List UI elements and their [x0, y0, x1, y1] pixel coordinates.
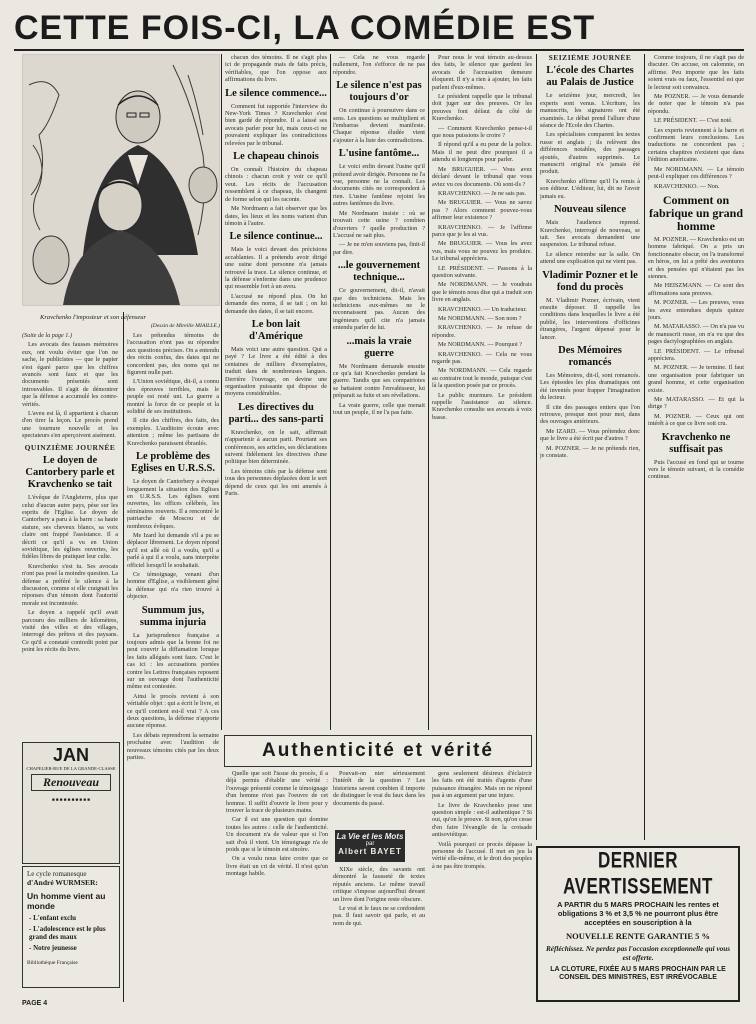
title-silence-commence: Le silence commence...: [225, 87, 327, 99]
wurmser-book1: - L'enfant exclu: [29, 914, 77, 922]
article-text: KRAVCHENKO. — Non.: [654, 182, 720, 190]
illustration-caption: Kravchenko l'imposteur et son défenseur: [40, 314, 147, 321]
article-text: M. POZNER. — Je termine. Il faut une organisation pour fabriquer un grand homme, et cette organisation existe.: [648, 364, 744, 394]
article-text: — Je ne m'en souviens pas, finit-il par dire.: [333, 241, 425, 256]
jan-brand: Renouveau: [31, 774, 111, 791]
authenticite-col-1: [226, 770, 328, 1000]
article-text: Me BRUGUIER. — Vous avez déclaré devant le tribunal que vous aviez vu ces documents. Où sont-ils ?: [432, 165, 532, 188]
kicker-seizieme: SEIZIÈME JOURNÉE: [548, 54, 632, 62]
illustration-credit: (Dessin de Mireille MIAILLE.): [150, 323, 220, 329]
title-doyen: Le doyen de Cantorbery parle et Kravchenko se tait: [25, 455, 115, 491]
title-pozner: Vladimir Pozner et le fond du procès: [542, 269, 638, 293]
article-text: Kravchenko s'est tu. Ses avocats n'ont pas posé la moindre question. La défense a préféré le silence à la discussion, comme si elle craignait les réponses d'un témoin dont l'autorité morale est incontestée.: [22, 562, 118, 607]
column-rule: [123, 312, 124, 1002]
article-text: M. POZNER. — Kravchenko est un homme fabriqué. On a pris un fonctionnaire obscur, on l'a transformé en héros, on lui a prêté des aventures et des pensées qui n'étaient pas les siennes.: [648, 235, 744, 280]
vie-mots-author: Albert BAYET: [338, 847, 402, 856]
section-authenticite: Authenticité et vérité: [224, 735, 532, 767]
article-text: Me BRUGUIER. — Vous les avez vus, mais vous ne pouvez les produire. Le tribunal appréciera.: [432, 240, 532, 263]
article-text: La jurisprudence française a toujours admis que la bonne foi ne peut couvrir la diffamation lorsque les faits allégués sont faux. C'est le cas ici : les accusations portées contre les Lettres françaises reposent sur un ouvrage dont l'authenticité même est contestée.: [127, 631, 219, 691]
article-text: — Cela ne vous regarde nullement, l'on s'efforce de ne pas répondre.: [333, 54, 425, 76]
title-silence-or: Le silence n'est pas toujours d'or: [336, 80, 422, 104]
article-text: Le public murmure. Le président rappelle l'assistance au silence. Kravchenko consulte ses avocats à voix basse.: [432, 391, 532, 421]
article-text: On a voulu nous faire croire que ce livre était un cri de vérité. Il n'est qu'un montage habile.: [226, 855, 328, 878]
dernier-rente: NOUVELLE RENTE GARANTIE 5 %: [565, 931, 711, 941]
article-text: LE PRÉSIDENT. — Le tribunal appréciera.: [648, 347, 744, 362]
article-text: Me Nordmann insiste : où se trouvait cette usine ? combien d'ouvriers ? quelle production ? L'accusé ne sait plus.: [333, 209, 425, 239]
article-text: KRAVCHENKO. — Un traducteur.: [438, 305, 527, 313]
article-text: Le vrai et le faux ne se confondent pas. Il faut savoir qui parle, et au nom de qui.: [333, 905, 425, 927]
article-text: Car il est une question qui domine toutes les autres : celle de l'authenticité. Un document n'a de valeur que si l'on sait d'où il vient. Un témoignage n'a de poids que si le témoin est sincère.: [226, 816, 328, 854]
authenticite-col-2: [333, 770, 425, 826]
article-text: On continue à poursuivre dans ce sens. Les questions se multiplient et l'embarras devient manifeste. Chaque réponse éludée vient s'ajouter à la liste des contradictions.: [333, 107, 425, 144]
article-text: Le silence retombe sur la salle. On attend une explication qui ne vient pas.: [540, 250, 640, 266]
article-text: Me POZNER. — Je vous demande de noter que le témoin n'a pas répondu.: [648, 93, 744, 115]
column-2: [127, 332, 219, 1000]
title-bon-lait: Le bon lait d'Amérique: [249, 318, 303, 342]
article-text: Puis l'accusé en fond qui se tourne vers le témoin suivant, et la comédie continue.: [648, 458, 744, 481]
headline-rule: [14, 49, 744, 51]
article-text: Me MATARASSO. — Et qui la dirige ?: [648, 396, 744, 411]
column-rule: [221, 54, 222, 730]
article-text: Pour nous le vrai témoin au-dessus des faits, le silence que gardent les avocats de l'accusation demeure éloquent. Il n'y a rien à ajouter, les faits parlent d'eux-mêmes.: [432, 54, 532, 91]
authenticite-col-2b: [333, 866, 425, 1000]
illustration-kravchenko: [22, 54, 220, 306]
article-text: M. POZNER. — Les preuves, vous les avez entendues depuis quinze jours.: [648, 299, 744, 321]
title-summum: Summum jus, summa injuria: [139, 604, 207, 628]
article-text: XIXe siècle, des savants ont démontré la fausseté de textes réputés anciens. Le même travail critique s'impose aujourd'hui devant un livre dont l'origine reste obscure.: [333, 866, 425, 903]
article-text: KRAVCHENKO. — Cela ne vous regarde pas.: [432, 350, 532, 366]
article-text: M. Vladimir Pozner, écrivain, vient ensuite déposer. Il rappelle les conditions dans lesquelles le livre a été publié, les interventions d'officines étrangères, l'argent dépensé pour le lancer.: [540, 296, 640, 341]
article-text: Me HEISZMANN. — Ce sont des affirmations sans preuves.: [648, 282, 744, 297]
title-eglises: Le problème des Eglises en U.R.S.S.: [130, 451, 215, 475]
article-text: L'évêque de l'Angleterre, plus que celui d'aucun autre pays, pèse sur les esprits de l'Eglise. Le doyen de Cantorbery a paru à la barre : sa haute stature, ses cheveux blancs, sa voix claire ont frappé l'assistance. Il a décrit ce qu'il a vu en Union soviétique, les églises ouvertes, les fidèles libres de pratiquer leur culte.: [22, 494, 118, 561]
article-text: Le seizième jour, mercredi, les experts sont venus. L'écriture, les manuscrits, les signatures ont été examinés. Le débat prend l'allure d'une séance de l'Ecole des Chartes.: [540, 92, 640, 130]
article-text: Quelle que soit l'issue du procès, il a déjà permis d'établir une vérité : l'ouvrage présenté comme le témoignage d'un homme n'est pas l'oeuvre de cet homme. Il suffit d'ouvrir le livre pour y trouver la trace de plusieurs mains.: [226, 770, 328, 815]
column-rule: [428, 54, 429, 730]
article-text: M. MATARASSO. — On n'a pas vu de manuscrit russe, on n'a vu que des pages dactylographiées en anglais.: [648, 323, 744, 346]
article-text: Le président rappelle que le tribunal doit juger sur des preuves. Or les preuves font défaut du côté de Kravchenko.: [432, 93, 532, 123]
article-text: Me BRUGUIER. — Vous ne savez pas ? Alors comment pouvez-vous affirmer leur existence ?: [432, 199, 532, 222]
article-text: L'Union soviétique, dit-il, a connu des épreuves terribles, mais le peuple est resté uni. La guerre a montré la force de ce peuple et la solidité de ses institutions.: [127, 378, 219, 416]
article-text: Me NORDMANN. — Le témoin peut-il expliquer ces différences ?: [648, 165, 744, 181]
article-text: Pouvait-on nier sérieusement l'intérêt de la question ? Les historiens savent combien il importe de distinguer le vrai du faux dans les documents du passé.: [333, 770, 425, 807]
article-text: Me Izard lui demande s'il a pu se déplacer librement. Le doyen répond qu'il est allé où il a voulu, qu'il a parlé à qui il a voulu, sans interprète officiel lorsqu'il le souhaitait.: [127, 531, 219, 569]
headline: CETTE FOIS-CI, LA COMÉDIE EST: [14, 9, 596, 47]
title-usine-fantome: L'usine fantôme...: [338, 148, 420, 160]
title-silence-continue: Le silence continue...: [229, 231, 323, 243]
dernier-p1: A PARTIR du 5 MARS PROCHAIN les rentes et obligations 3 % et 3,5 % ne pourront plus être acceptées en souscription à la: [557, 900, 719, 927]
article-text: Il cite des passages entiers que l'on retrouve, presque mot pour mot, dans des ouvrages antérieurs.: [540, 403, 640, 426]
jan-line: CHAPELIER-RUE DE LA GRANDE-CLASSE: [26, 766, 116, 771]
dernier-close: LA CLOTURE, FIXÉE AU 5 MARS PROCHAIN PAR LE CONSEIL DES MINISTRES, EST IRRÉVOCABLE: [550, 966, 726, 982]
article-text: Me NORDMANN. — Je voudrais que le témoin nous dise qui a traduit son livre en anglais.: [432, 281, 532, 304]
title-grand-homme: Comment on fabrique un grand homme: [648, 192, 744, 233]
article-text: LE PRÉSIDENT. — Passons à la question suivante.: [432, 264, 532, 279]
wurmser-book2: - L'adolescence est le plus grand des maux: [29, 925, 106, 941]
jan-logo: JAN: [52, 745, 89, 765]
column-1-top: [22, 332, 118, 734]
title-nouveau-silence: Nouveau silence: [553, 204, 627, 216]
column-rule: [536, 54, 537, 840]
article-text: Kravchenko, on le sait, affirmait n'appartenir à aucun parti. Pourtant ses conférences, ses articles, ses déclarations suivent fidèlement les directives d'une politique bien déterminée.: [225, 428, 327, 466]
article-text: Me NORDMANN. — Son nom ?: [438, 315, 522, 322]
wurmser-book3: - Notre jeunesse: [29, 944, 77, 952]
article-text: Voilà pourquoi ce procès dépasse la personne de l'accusé. Il met en jeu la vérité elle-même, et le droit des peuples à ne pas être trompés.: [432, 840, 532, 870]
article-text: KRAVCHENKO. — Je ne sais pas.: [438, 189, 527, 197]
page-number: PAGE 4: [22, 1000, 48, 1007]
column-7: [648, 54, 744, 840]
article-text: M. POZNER. — Je ne prétends rien, je constate.: [540, 444, 640, 460]
dernier-title: DERNIER AVERTISSEMENT: [563, 848, 713, 899]
article-text: Mais le voici devant des précisions accablantes. Il a prétendu avoir dirigé une usine dont personne n'a jamais retrouvé la trace. Le silence continue, et la défense s'enferme dans une prudence qui ressemble fort à un aveu.: [225, 246, 327, 291]
article-text: M. POZNER. — Ceux qui ont intérêt à ce que ce livre soit cru.: [648, 412, 744, 428]
article-text: Les avocats des fausses mémoires eux, ont voulu éviter que l'on ne sache, le publicistes — que le papier s'est égaré parce que les chiffres avancés sont faux et que les documents présentés sont introuvables. Il s'agit de démontrer que la défense a accumulé les contre-vérités.: [22, 341, 118, 408]
title-gouvernement: ...le gouvernement technique...: [337, 260, 421, 284]
title-vraie-guerre: ...mais la vraie guerre: [346, 335, 412, 359]
title-ecole-chartes: L'école des Chartes au Palais de Justice: [546, 65, 634, 89]
wurmser-title: Un homme vient au monde: [27, 891, 106, 911]
article-text: Les experts reviennent à la barre et confirment leurs conclusions. Les traductions ne concordent pas ; certains chapitres n'existent que dans l'édition américaine.: [648, 126, 744, 164]
article-text: KRAVCHENKO. — Je l'affirme parce que je les ai vus.: [432, 223, 532, 238]
article-text: Les prétendus témoins de l'accusation n'ont pas su répondre aux questions précises. On a entendu des récits confus, des dates qui ne concordent pas, des noms qui ne figurent nulle part.: [127, 332, 219, 377]
la-vie-et-les-mots-box: [335, 830, 405, 862]
title-chapeau-chinois: Le chapeau chinois: [233, 151, 319, 163]
article-text: chacun des témoins. Il ne s'agit plus ici de propagande mais de faits précis, vérifiables, que l'on oppose aux affirmations du livre.: [225, 54, 327, 84]
article-text: La vraie guerre, celle que menait tout un peuple, il ne l'a pas faite.: [333, 401, 425, 416]
article-text: Le livre de Kravchenko pose une question simple : est-il authentique ? Si oui, qu'on le prouve. Si non, qu'on cesse d'en faire l'évangile de la croisade antisoviétique.: [432, 801, 532, 839]
article-text: — Comment Kravchenko pense-t-il que nous puissions le croire ?: [432, 124, 532, 140]
wurmser-line1: Le cycle romanesque: [27, 870, 87, 878]
article-text: On connaît l'histoire du chapeau chinois : chacun croit y voir ce qu'il veut. Les récits de l'accusation ressemblent à ce chapeau, ils changent de forme selon qui les raconte.: [225, 166, 327, 203]
wurmser-line2: d'André WURMSER:: [27, 878, 98, 887]
wurmser-publisher: Bibliothèque Française: [27, 960, 78, 966]
article-text: Kravchenko affirme qu'il l'a remis à son éditeur. L'éditeur, lui, dit ne l'avoir jamais eu.: [540, 177, 640, 200]
article-text: Comme toujours, il ne s'agit pas de discuter. On accuse, on calomnie, on affirme. Peu importe que les faits soient vrais ou faux, l'essentiel est que le lecteur soit convaincu.: [648, 54, 744, 91]
article-text: Ce témoignage, venant d'un homme d'Eglise, a visiblement gêné la défense qui n'a rien trouvé à objecter.: [127, 570, 219, 601]
column-6: [540, 54, 640, 840]
column-5: [432, 54, 532, 730]
article-text: Me IZARD. — Vous prétendez donc que le livre a été écrit par d'autres ?: [540, 427, 640, 443]
article-text: Il cite des chiffres, des faits, des exemples. L'auditoire écoute avec attention ; même les partisans de Kravchenko paraissent ébranlés.: [127, 417, 219, 447]
article-text: Ce gouvernement, dit-il, n'avait que des techniciens. Mais les techniciens eux-mêmes ne le reconnaissent pas. Aucun des ingénieurs qu'il cite n'a jamais entendu parler de lui.: [333, 287, 425, 332]
article-text: Me NORDMANN. — Pourquoi ?: [438, 341, 523, 349]
ad-dernier-avertissement: [536, 846, 740, 1002]
suite-note: (Suite de la page 1.): [22, 332, 73, 339]
article-text: Le doyen a rappelé qu'il avait parcouru des milliers de kilomètres, visité des villes et des villages, interrogé des prêtres et des paysans. Ce qu'il a constaté contredit point par point les récits du livre.: [22, 609, 118, 654]
article-text: Me NORDMANN. — Cela regarde au contraire tout le monde, puisque c'est là la question posée par ce procès.: [432, 367, 532, 390]
article-text: L'accusé ne répond plus. On lui demande des noms, il se tait ; on lui demande des dates, il se tait encore.: [225, 292, 327, 315]
title-memoires: Des Mémoires romancés: [558, 344, 622, 368]
article-text: Les Mémoires, dit-il, sont romancés. Les épisodes les plus dramatiques ont été inventés pour frapper l'imagination du lecteur.: [540, 371, 640, 402]
article-text: Les débats reprendront la semaine prochaine avec l'audition de nouveaux témoins cités par les deux parties.: [127, 731, 219, 762]
article-text: Il répond qu'il a eu peur de la police. Mais il ne peut dire pourquoi il a attendu si longtemps pour parler.: [432, 141, 532, 164]
article-text: Ainsi le procès revient à son véritable objet : qui a écrit le livre, et ce qu'il contient est-il vrai ? A ces deux questions, la défense n'apporte aucune réponse.: [127, 692, 219, 730]
article-text: KRAVCHENKO. — Je refuse de répondre.: [432, 324, 532, 339]
article-text: Les spécialistes comparent les textes russe et anglais ; ils relèvent des différences notables, des passages ajoutés, d'autres supprimés. Le manuscrit original n'a jamais été produit.: [540, 131, 640, 176]
dernier-warn: Réfléchissez. Ne perdez pas l'occasion exceptionnelle qui vous est offerte.: [545, 945, 731, 962]
vie-mots-par: par: [365, 841, 375, 847]
article-text: LE PRÉSIDENT. — C'est noté.: [654, 117, 733, 125]
jan-decor: ■ ■ ■ ■ ■ ■ ■ ■ ■ ■: [51, 797, 91, 803]
column-3: [225, 54, 327, 730]
article-text: Mais voici une autre question. Qui a payé ? Le livre a été édité à des centaines de milliers d'exemplaires, traduit dans de nombreuses langues. Derrière l'ouvrage, on devine une organisation puissante qui dispose de moyens considérables.: [225, 345, 327, 398]
article-text: Les témoins cités par la défense sont tous des personnes déplacées dont le sort dépend de ceux qui les ont amenés à Paris.: [225, 467, 327, 498]
article-text: gens seulement désireux d'éclaircir les faits ont été traités d'agents d'une puissance étrangère. Mais on ne répond pas à un argument par une injure.: [432, 770, 532, 800]
article-text: Comment fut rapportée l'interview du New-York Times ? Kravchenko s'est bien gardé de répondre. Il a laissé ses avocats parler pour lui, mais ceux-ci ne pouvaient expliquer les contradictions relevées par le tribunal.: [225, 102, 327, 147]
article-text: Mais l'audience reprend. Kravchenko, interrogé de nouveau, se tait. Ses avocats demandent une suspension. Le tribunal refuse.: [540, 219, 640, 249]
title-directives: Les directives du parti... des sans-parti: [228, 401, 324, 425]
vie-mots-title: La Vie et les Mots: [336, 832, 404, 841]
article-text: Le doyen de Cantorbery a évoqué longuement la situation des Eglises en U.R.S.S. Les églises sont ouvertes, les offices célébrés, les séminaires rouverts. Il a rencontré le patriarche de Moscou et de nombreux évêques.: [127, 478, 219, 530]
article-text: Me Nordmann demande ensuite ce qu'a fait Kravchenko pendant la guerre. Tandis que ses compatriotes se battaient contre l'envahisseur, lui préparait sa fuite et ses révélations.: [333, 362, 425, 400]
column-4: [333, 54, 425, 730]
sketch-drawing: [23, 55, 219, 305]
column-rule: [644, 54, 645, 840]
ad-jan-hats: [22, 742, 120, 864]
article-text: Le voici enfin devant l'usine qu'il prétend avoir dirigée. Personne ne l'a vue, personne ne la connaît. Les documents cités ne correspondent à rien. L'usine fantôme rejoint les autres fantômes du livre.: [333, 163, 425, 208]
ad-wurmser-books: [22, 866, 120, 988]
title-ne-suffisait-pas: Kravchenko ne suffisait pas: [661, 431, 731, 455]
article-text: L'aveu est là, il appartient à chacun d'en tirer la leçon. Le procès prend une tournure nouvelle et les spectateurs s'en aperçoivent aisément.: [22, 410, 118, 440]
authenticite-col-3: [432, 770, 532, 1000]
article-text: Me Nordmann a fait observer que les dates, les lieux et les noms varient d'un témoin à l'autre.: [225, 205, 327, 227]
column-rule: [330, 54, 331, 730]
kicker-quinzieme: QUINZIÈME JOURNÉE: [24, 442, 116, 452]
